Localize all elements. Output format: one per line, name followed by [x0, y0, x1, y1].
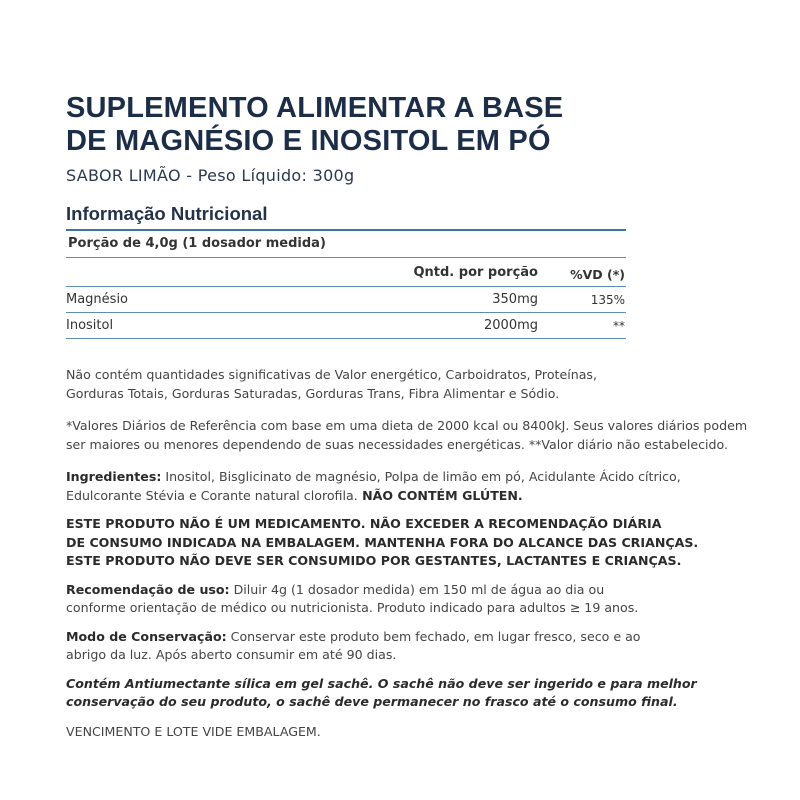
daily-values-note: [66, 417, 766, 454]
warnings-paragraph: [66, 515, 766, 571]
nutrition-heading: Informação Nutricional: [66, 203, 268, 224]
column-header-vd: %VD (*): [570, 267, 625, 282]
nutrient-name: Magnésio: [66, 292, 129, 307]
nutrient-name: Inositol: [66, 318, 114, 333]
usage-text: conforme orientação de médico ou nutricionista. Produto indicado para adultos ≥ 19 anos.: [66, 600, 639, 615]
warning-line: ESTE PRODUTO NÃO É UM MEDICAMENTO. NÃO EXCEDER A RECOMENDAÇÃO DIÁRIA: [66, 516, 662, 531]
nutrient-vd: **: [613, 319, 625, 333]
note-line: Não contém quantidades significativas de Valor energético, Carboidratos, Proteínas,: [66, 367, 597, 382]
nutrition-table: [66, 229, 626, 339]
usage-label: Recomendação de uso:: [66, 581, 230, 597]
note-line: Gorduras Totais, Gorduras Saturadas, Gorduras Trans, Fibra Alimentar e Sódio.: [66, 385, 560, 401]
warning-line: DE CONSUMO INDICADA NA EMBALAGEM. MANTENHA FORA DO ALCANCE DAS CRIANÇAS.: [66, 534, 699, 550]
product-title: [66, 92, 766, 158]
storage-label: Modo de Conservação:: [66, 628, 227, 644]
title-line-2: DE MAGNÉSIO E INOSITOL EM PÓ: [66, 125, 551, 157]
no-significant-note: [66, 366, 766, 403]
nutrient-amount: 2000mg: [484, 318, 538, 333]
antihumectant-line: conservação do seu produto, o sachê deve permanecer no frasco até o consumo final.: [66, 694, 678, 709]
storage-text: abrigo da luz. Após aberto consumir em até 90 dias.: [66, 647, 397, 662]
table-rule: [66, 338, 626, 339]
product-subtitle: SABOR LIMÃO - Peso Líquido: 300g: [66, 166, 355, 185]
antihumectant-paragraph: [66, 675, 766, 712]
usage-text: Diluir 4g (1 dosador medida) em 150 ml de água ao dia ou: [229, 581, 605, 597]
usage-paragraph: [66, 581, 766, 618]
storage-paragraph: [66, 628, 766, 665]
ingredients-text: Inositol, Bisglicinato de magnésio, Polpa de limão em pó, Acidulante Ácido cítrico,: [161, 469, 681, 484]
ingredients-paragraph: [66, 468, 766, 505]
table-row: [66, 313, 626, 338]
column-header-amount: Qntd. por porção: [413, 265, 538, 280]
gluten-notice: NÃO CONTÉM GLÚTEN.: [357, 487, 523, 503]
label-document: [66, 92, 766, 741]
antihumectant-line: Contém Antiumectante sílica em gel sachê. O sachê não deve ser ingerido e para melhor: [66, 675, 697, 691]
nutrient-vd: 135%: [590, 293, 625, 307]
expiry-notice: VENCIMENTO E LOTE VIDE EMBALAGEM.: [66, 723, 321, 739]
storage-text: Conservar este produto bem fechado, em lugar fresco, seco e ao: [226, 628, 641, 644]
portion-size: Porção de 4,0g (1 dosador medida): [68, 236, 326, 251]
title-line-1: SUPLEMENTO ALIMENTAR A BASE: [66, 92, 564, 124]
note-line: *Valores Diários de Referência com base em uma dieta de 2000 kcal ou 8400kJ. Seus valores diários podem: [66, 418, 748, 433]
table-row: [66, 287, 626, 312]
ingredients-text: Edulcorante Stévia e Corante natural clorofila.: [66, 487, 358, 503]
warning-line: ESTE PRODUTO NÃO DEVE SER CONSUMIDO POR GESTANTES, LACTANTES E CRIANÇAS.: [66, 553, 682, 568]
note-line: ser maiores ou menores dependendo de suas necessidades energéticas. **Valor diário não estabelecido.: [66, 436, 729, 452]
ingredients-label: Ingredientes:: [66, 469, 162, 484]
table-header-row: [66, 258, 626, 286]
nutrient-amount: 350mg: [492, 292, 538, 307]
